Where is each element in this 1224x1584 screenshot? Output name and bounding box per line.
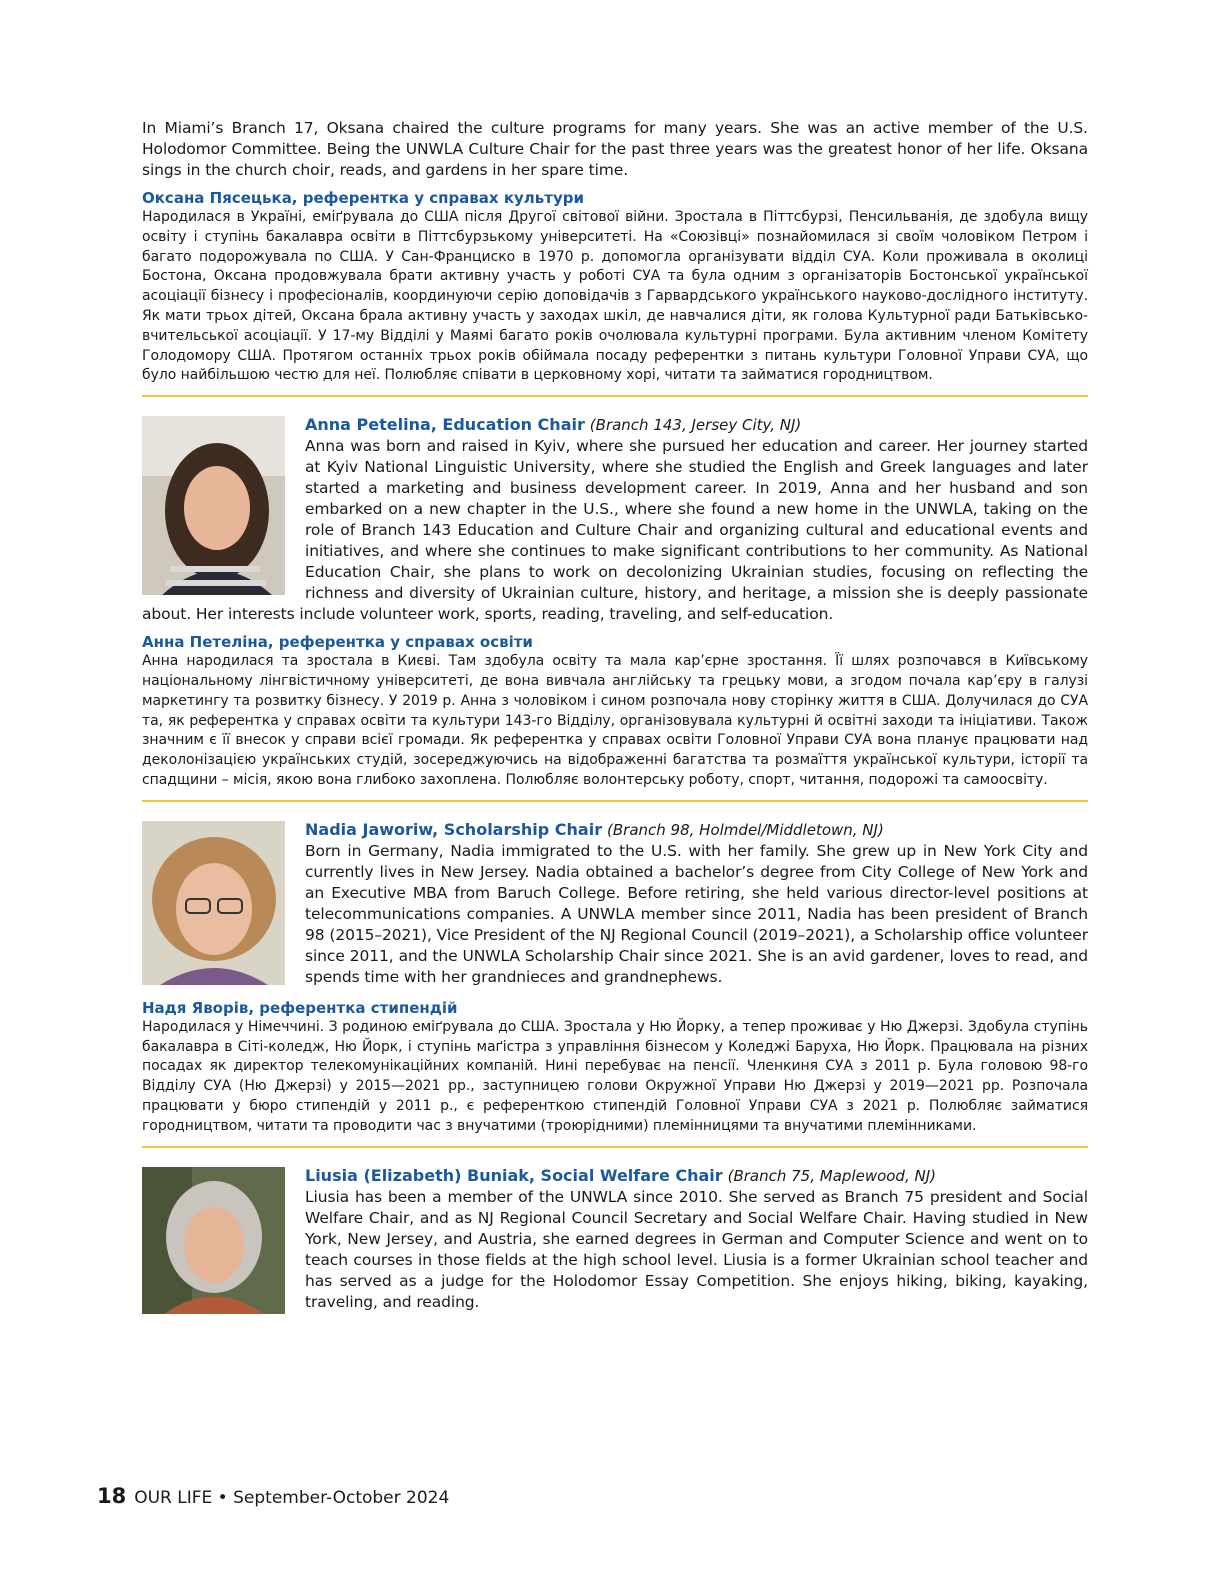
anna-photo [142,416,285,595]
nadia-photo [142,821,285,985]
section-divider [142,395,1088,397]
nadia-bio-text: Born in Germany, Nadia immigrated to the U.S. with her family. She grew up in New York City and currently lives in New Jersey. Nadia obtained a bachelor’s degree from City College of New York and an Executive MBA from Baruch College. Before retiring, she held various director-level positions at telecommunications companies. A UNWLA member since 2011, Nadia has been president of Branch 98 (2015–2021), Vice President of the NJ Regional Council (2019–2021), a Scholarship office volunteer since 2011, and the UNWLA Scholarship Chair since 2021. She is an avid gardener, loves to read, and spends time with her grandnieces and grandnephews. [305,841,1088,986]
nadia-bio [142,819,1088,991]
liusia-name: Liusia (Elizabeth) Buniak, Social Welfare Chair [305,1165,723,1185]
liusia-photo [142,1167,285,1314]
liusia-bio-text: Liusia has been a member of the UNWLA since 2010. She served as Branch 75 president and Social Welfare Chair, and as NJ Regional Council Secretary and Social Welfare Chair. Having studied in New York, New Jersey, and Austria, she earned degrees in German and Computer Science and went on to teach courses in those fields at the high school level. Liusia is a former Ukrainian school teacher and has served as a judge for the Holodomor Essay Competition. She enjoys hiking, biking, kayaking, traveling, and reading. [305,1187,1088,1311]
nadia-name: Nadia Jaworiw, Scholarship Chair [305,819,603,839]
nadia-uk-heading: Надя Яворів, референтка стипендій [142,998,458,1017]
oksana-bio-end: In Miami’s Branch 17, Oksana chaired the culture programs for many years. She was an active member of the U.S. Holodomor Committee. Being the UNWLA Culture Chair for the past three years was the greatest honor of her life. Oksana sings in the church choir, reads, and gardens in her spare time. [142,119,1088,179]
anna-uk-text: Анна народилася та зростала в Києві. Там здобула освіту та мала кар’єрне зростання. Її шлях розпочався в Київському національному лінгвістичному університеті, де вона вивчала англійську та грецьку мови, а згодом почала кар’єру в галузі маркетингу та розвитку бізнесу. У 2019 р. Анна з чоловіком і сином розпочала нову сторінку життя в США. Долучилася до СУА та, як референтка у справах освіти та культури 143-го Відділу, організовувала культурні й освітні заходи та ініціативи. Також значним є її внесок у справи всієї громади. Як референтка у справах освіти Головної Управи СУА вона планує працювати над деколонізацією українських студій, зосереджуючись на відображенні багатства та розмаїття української культури, історії та спадщини – місія, якою вона глибоко захоплена. Полюбляє волонтерську роботу, спорт, читання, подорожі та самоосвіту. [142,653,1088,788]
anna-branch: (Branch 143, Jersey City, NJ) [589,416,802,435]
liusia-branch: (Branch 75, Maplewood, NJ) [727,1166,936,1185]
oksana-uk-text: Народилася в Україні, еміґрувала до США після Другої світової війни. Зростала в Піттсбурзі, Пенсильванія, де здобула вищу освіту і ступінь бакалавра освіти в Піттсбурзькому університеті. На «Союзівці» познайомилася зі своїм чоловіком Петром і багато подорожувала по США. У Сан-Франциско в 1970 р. допомогла організувати відділ СУА. Коли проживала в околиці Бостона, Оксана продовжувала брати активну участь у роботі СУА та була одним з організаторів Бостонської української асоціації бізнесу і професіоналів, координуючи серію доповідачів з Гарвардського українського науково-дослідного інституту. Як мати трьох дітей, Оксана брала активну участь у заходах шкіл, де навчалися діти, як голова Культурної ради Батьківсько-вчительської асоціації. У 17-му Відділі у Маямі багато років очолювала культурні програми. Була активним членом Комітету Голодомору США. Протягом останніх трьох років обіймала посаду референтки з питань культури Головної Управи СУА, що було найбільшою честю для неї. Полюбляє співати в церковному хорі, читати та займатися городництвом. [142,209,1088,384]
page-content [142,118,1088,1320]
anna-bio-text: Anna was born and raised in Kyiv, where she pursued her education and career. Her journey started at Kyiv National Linguistic University, where she studied the English and Greek languages and later started a marketing and business development career. In 2019, Anna and her husband and son embarked on a new chapter in the U.S., where she found a new home in the UNWLA, taking on the role of Branch 143 Education and Culture Chair and organizing cultural and educational events and initiatives, and where she continues to make significant contributions to her community. As National Education Chair, she plans to work on decolonizing Ukrainian studies, focusing on reflecting the richness and diversity of Ukrainian culture, history, and heritage, a mission she is deeply passionate about. Her interests include volunteer work, sports, reading, traveling, and self-education. [142,437,1088,624]
anna-bio [142,414,1088,625]
nadia-uk-text: Народилася у Німеччині. З родиною еміґрувала до США. Зростала у Ню Йорку, а тепер проживає у Ню Джерзі. Здобула ступінь бакалавра в Сіті-коледж, Ню Йорк, і ступінь маґістра з управління бізнесом у Коледжі Баруха, Ню Йорк. Працювала на різних посадах як директор телекомунікаційних компаній. Нині перебуває на пенсії. Членкиня СУА з 2011 р. Була головою 98-го Відділу СУА (Ню Джерзі) у 2015—2021 рр., заступницею голови Окружної Управи Ню Джерзі у 2019—2021 рр. Розпочала працювати у бюро стипендій у 2011 р., є референткою стипендій Головної Управи СУА з 2021 р. Полюбляє займатися городництвом, читати та проводити час з внучатими (троюрідними) племінницями та внучатими племінниками. [142,1018,1088,1134]
nadia-branch: (Branch 98, Holmdel/Middletown, NJ) [607,820,884,839]
oksana-uk-heading: Оксана Пясецька, референтка у справах культури [142,189,584,207]
page-footer [97,1484,449,1508]
page-number: 18 [97,1484,127,1508]
section-divider [142,800,1088,802]
anna-name: Anna Petelina, Education Chair [305,415,585,435]
anna-uk-heading: Анна Петеліна, референтка у справах освіти [142,633,533,652]
publication-info: OUR LIFE • September-October 2024 [134,1488,450,1508]
liusia-bio [142,1165,1088,1320]
section-divider [142,1146,1088,1148]
